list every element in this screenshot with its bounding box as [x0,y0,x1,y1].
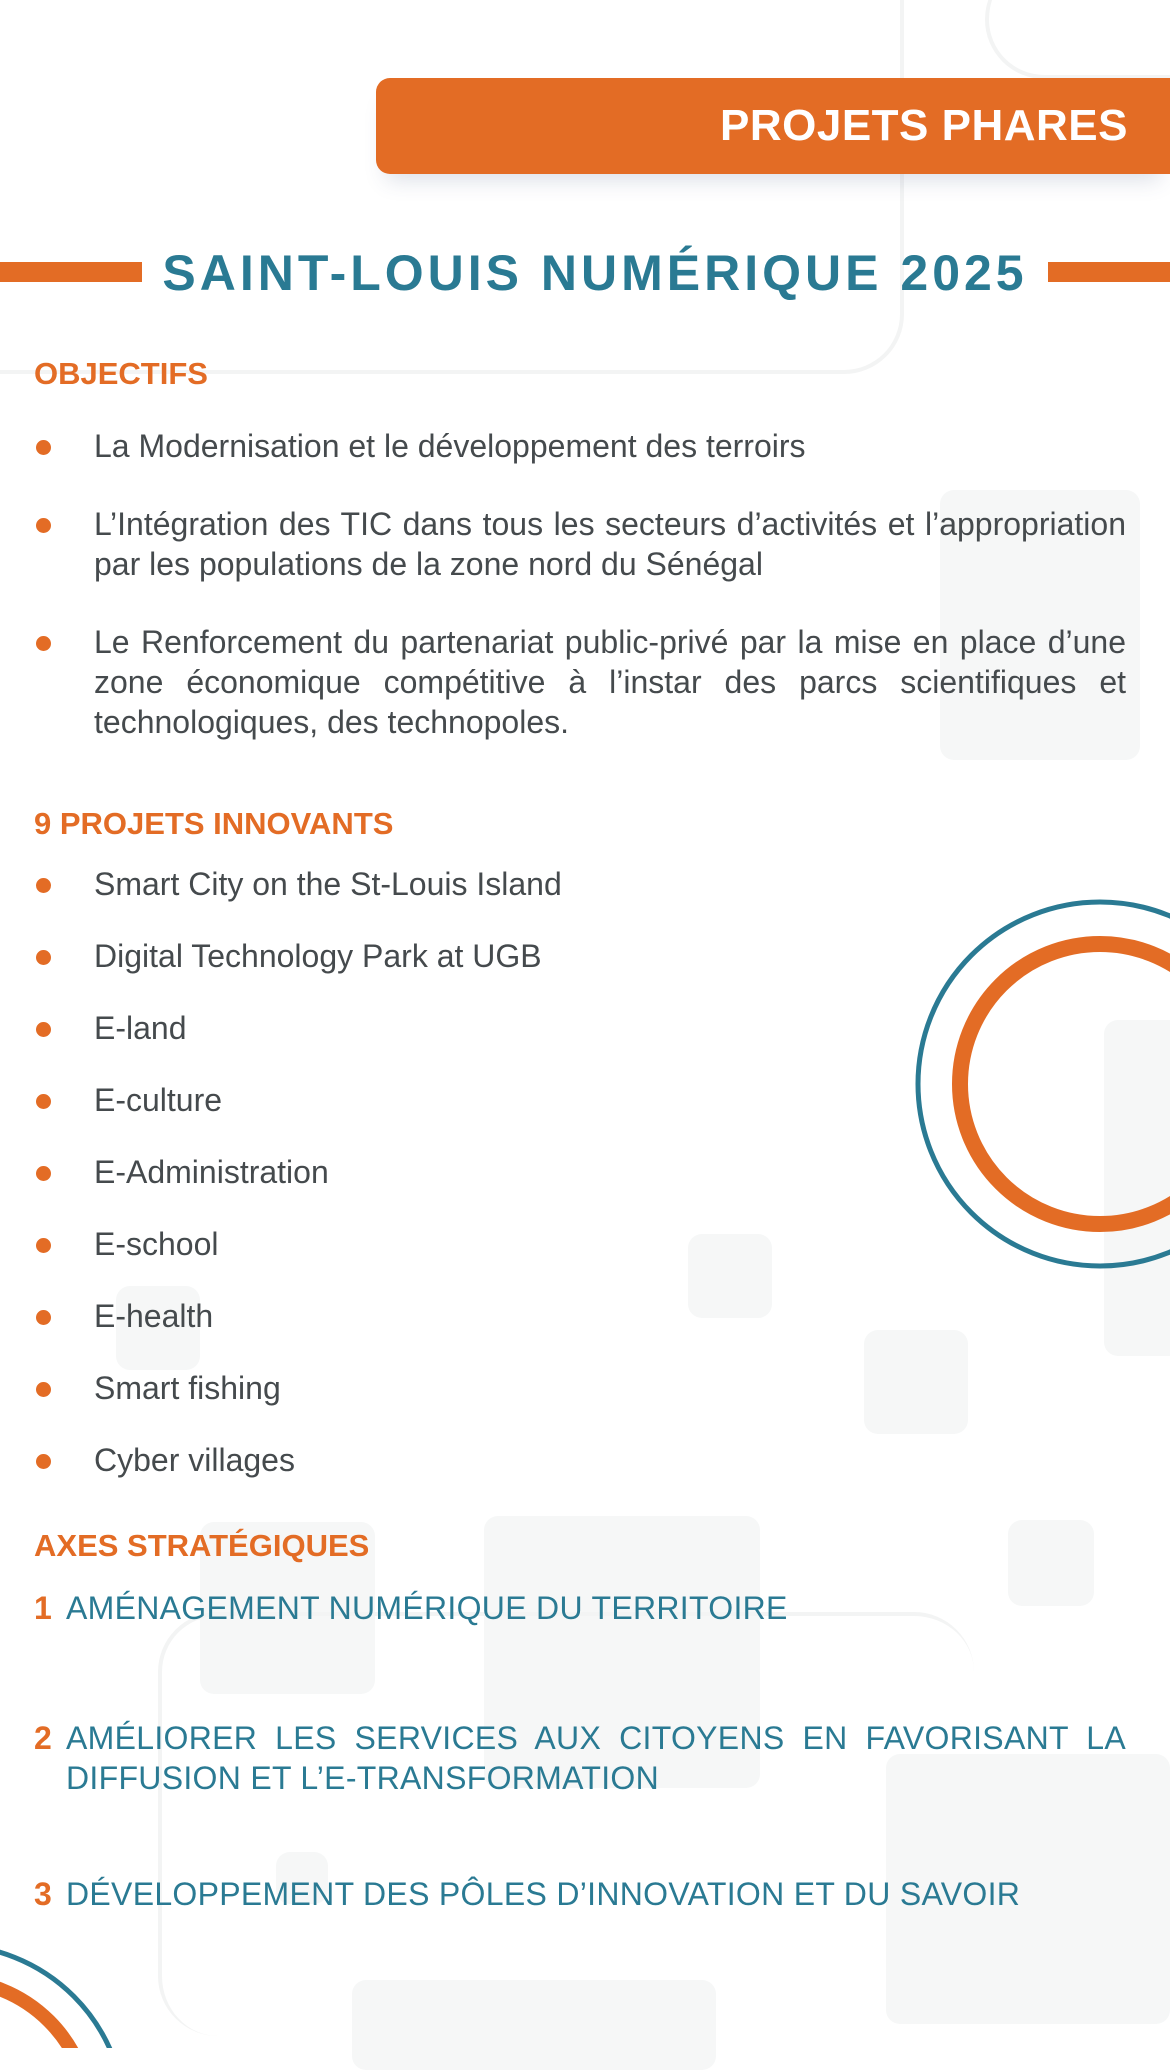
bullet-dot [36,1022,51,1037]
bullet-dot [36,1454,51,1469]
list-item [34,1152,1126,1224]
axis-item [34,1874,1126,1914]
header-banner [376,78,1170,174]
list-item [34,1440,1126,1512]
bullet-dot [36,518,51,533]
axis-number: 3 [34,1876,52,1912]
bullet-dot [36,1094,51,1109]
axis-number: 1 [34,1590,52,1626]
title-accent-bar-left [0,262,142,282]
list-item [34,1224,1126,1296]
bullet-dot [36,950,51,965]
bullet-dot [36,878,51,893]
list-item-text: Cyber villages [94,1442,295,1478]
list-item [34,936,1126,1008]
list-item-text: E-land [94,1010,187,1046]
list-item-text: E-culture [94,1082,223,1118]
axis-text: AMÉNAGEMENT NUMÉRIQUE DU TERRITOIRE [66,1590,788,1626]
list-item-text: E-Administration [94,1154,329,1190]
list-item [34,622,1126,742]
objectifs-list [34,426,1126,780]
axis-text: AMÉLIORER LES SERVICES AUX CITOYENS EN FAVORISANT LA DIFFUSION ET L’E-TRANSFORMATION [66,1720,1126,1796]
corner-orange-ring [0,1980,90,2048]
list-item [34,1008,1126,1080]
bullet-dot [36,1382,51,1397]
axis-item [34,1588,1126,1628]
axis-number: 2 [34,1720,52,1756]
list-item [34,1368,1126,1440]
background-line-bottom [158,1612,974,2036]
list-item-text: Le Renforcement du partenariat public-privé par la mise en place d’une zone économique compétitive à l’instar des parcs scientifiques et technologiques, des technopoles. [94,624,1126,740]
list-item [34,504,1126,584]
bullet-dot [36,440,51,455]
list-item-text: L’Intégration des TIC dans tous les secteurs d’activités et l’appropriation par les populations de la zone nord du Sénégal [94,506,1126,582]
title-accent-bar-right [1048,262,1170,282]
background-line-top [0,0,904,374]
list-item [34,1296,1126,1368]
list-item [34,426,1126,466]
bullet-dot [36,1166,51,1181]
corner-circles-decoration [0,1930,160,2048]
list-item-text: E-health [94,1298,214,1334]
list-item-text: Smart fishing [94,1370,281,1406]
list-item-text: E-school [94,1226,219,1262]
section-heading-axes: AXES STRATÉGIQUES [34,1528,370,1563]
bullet-dot [36,1238,51,1253]
list-item-text: La Modernisation et le développement des terroirs [94,428,806,464]
list-item [34,864,1126,936]
section-heading-objectifs: OBJECTIFS [34,356,208,391]
section-heading-projets: 9 PROJETS INNOVANTS [34,806,394,841]
bullet-dot [36,1310,51,1325]
axis-text: DÉVELOPPEMENT DES PÔLES D’INNOVATION ET DU SAVOIR [66,1876,1021,1912]
page-title: SAINT-LOUIS NUMÉRIQUE 2025 [162,245,1028,301]
list-item-text: Digital Technology Park at UGB [94,938,542,974]
bullet-dot [36,636,51,651]
list-item-text: Smart City on the St-Louis Island [94,866,562,902]
projets-list [34,864,1126,1512]
list-item [34,1080,1126,1152]
background-line-top-right [985,0,1170,79]
axis-item [34,1718,1126,1798]
banner-label: PROJETS PHARES [720,101,1128,150]
